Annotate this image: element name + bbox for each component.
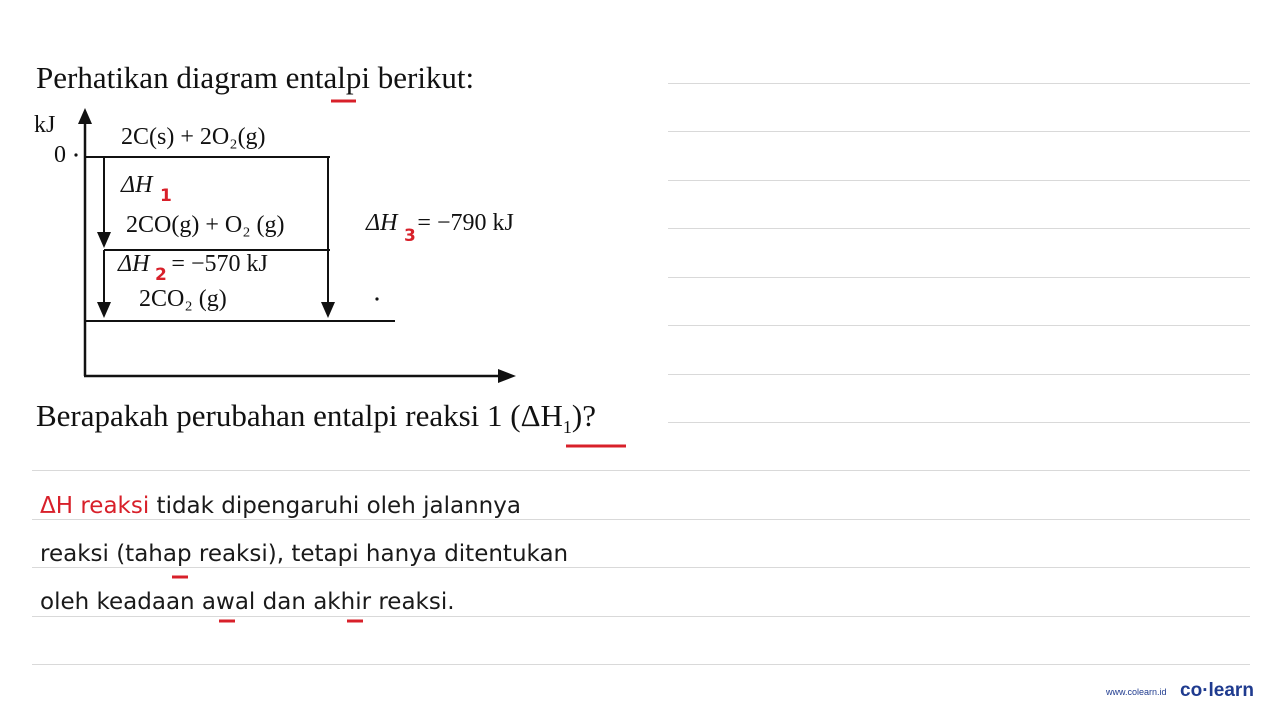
explanation-line-3: oleh keadaan awal dan akhir reaksi. xyxy=(40,589,455,615)
dh1-symbol: ΔH xyxy=(121,172,153,198)
dh2-subscript-annotation: 2 xyxy=(155,265,167,285)
y-unit-label: kJ xyxy=(34,112,56,138)
dh3-arrowhead xyxy=(321,302,335,318)
dh2-arrowhead xyxy=(97,302,111,318)
dh3-label xyxy=(366,210,514,237)
question-prompt-end: )? xyxy=(571,398,597,433)
dh1-arrowhead xyxy=(97,232,111,248)
dot-mark xyxy=(74,153,77,156)
y-axis-arrowhead xyxy=(78,108,92,124)
site-url: www.colearn.id xyxy=(1106,687,1167,697)
dh3-value: = −790 kJ xyxy=(417,210,514,236)
x-axis-arrowhead xyxy=(498,369,516,383)
explanation-line-1-rest: tidak dipengaruhi oleh jalannya xyxy=(149,493,521,519)
level-bottom-label: 2CO₂ (g) xyxy=(139,286,227,312)
dh2-symbol: ΔH xyxy=(118,251,150,277)
question-intro: Perhatikan diagram entalpi berikut: xyxy=(36,60,475,95)
dh2-label xyxy=(118,251,268,278)
dh1-label xyxy=(121,172,152,199)
question-prompt-subscript: 1 xyxy=(562,417,572,438)
dh3-symbol: ΔH xyxy=(366,210,398,236)
question-prompt-text: Berapakah perubahan entalpi reaksi 1 (ΔH xyxy=(36,398,563,433)
logo-left: co xyxy=(1180,680,1203,701)
dot-mark xyxy=(375,297,378,300)
dh1-subscript-annotation: 1 xyxy=(160,186,172,206)
dh2-value: = −570 kJ xyxy=(171,251,268,277)
question-prompt xyxy=(36,398,596,438)
logo-dot: · xyxy=(1202,680,1209,701)
zero-label: 0 xyxy=(54,142,66,168)
logo-right: learn xyxy=(1208,680,1254,701)
explanation-line-1 xyxy=(40,493,521,519)
level-mid-label: 2CO(g) + O₂ (g) xyxy=(126,212,285,238)
level-top-label: 2C(s) + 2O₂(g) xyxy=(121,124,266,150)
colearn-logo xyxy=(1180,680,1254,702)
explanation-line-2: reaksi (tahap reaksi), tetapi hanya ditentukan xyxy=(40,541,569,567)
explanation-highlight: ΔH reaksi xyxy=(40,493,150,519)
dh3-subscript-annotation: 3 xyxy=(404,226,416,246)
